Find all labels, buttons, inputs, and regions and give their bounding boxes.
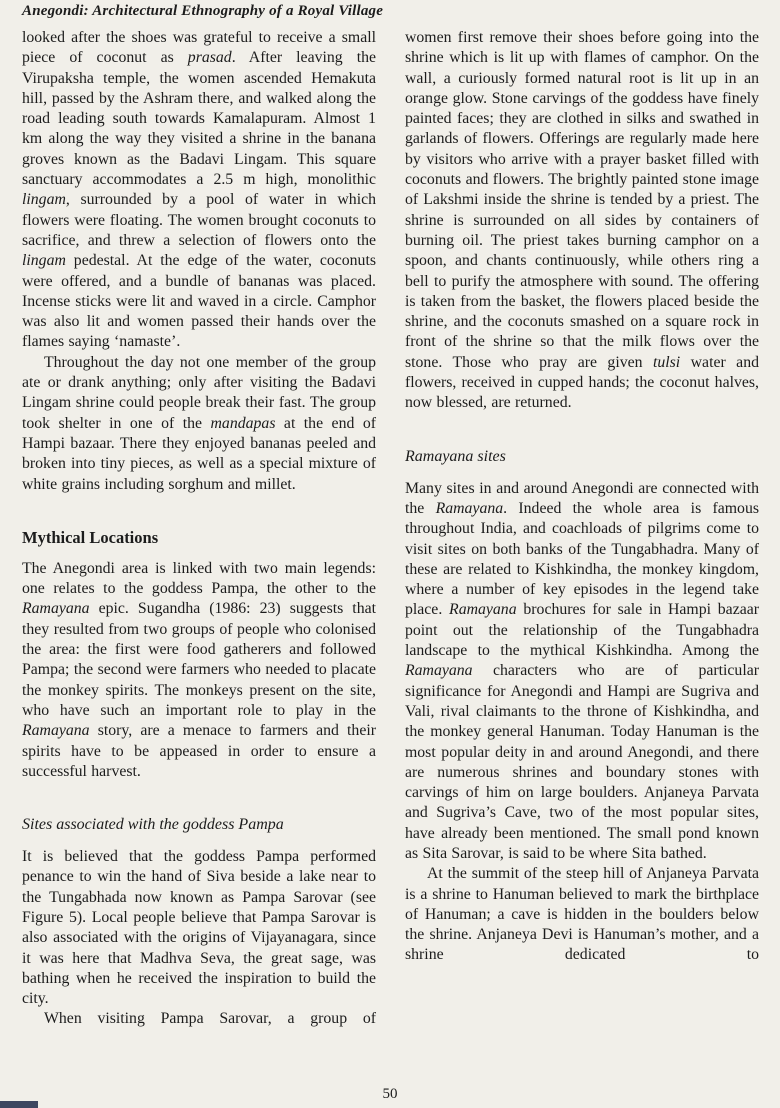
text-run: . After leaving the Virupaksha temple, the women ascended Hemakuta hill, passed by the Ashram there, and walked along the road leading south towards Kamalapuram. Almost 1 km along the way they visited a shrine in the banana groves known as the Badavi Lingam. This square sanctuary accommodates a 2.5 m high, monolithic (22, 49, 376, 189)
text-run: . Indeed the whole area is famous throughout India, and coachloads of pilgrims come to visit sites on both banks of the Tungabhadra. Many of these are related to Kishkindha, the monkey kingdom, where a number of key episodes in the legend take place. (405, 499, 760, 619)
text-run: At the summit of the steep hill of Anjaneya Parvata is a shrine to Hanuman believed to mark the birthplace of Hanuman; a cave is hidden in the boulders below the shrine. Anjaneya Devi is Hanuman’s mother, and a shrine dedicated to (405, 865, 759, 964)
italic-term: tulsi (652, 353, 681, 371)
text-columns (22, 28, 760, 1030)
text-run: pedestal. At the edge of the water, coconuts were offered, and a bundle of bananas was placed. Incense sticks were lit and waved in a circle. Camphor was also lit and women passed their hands over the flames saying ‘namaste’. (22, 252, 376, 351)
italic-term: lingam (22, 191, 66, 209)
text-run: The Anegondi area is linked with two main legends: one relates to the goddess Pampa, the other to the (22, 559, 376, 598)
text-run: Throughout the day not one member of the group ate or drank anything; only after visiting the Badavi Lingam shrine could people break their fast. The group took shelter in one of the (22, 353, 376, 432)
section-heading: Mythical Locations (22, 527, 159, 547)
italic-term: prasad (187, 49, 232, 67)
scan-edge-artifact (0, 1101, 38, 1108)
text-run: women first remove their shoes before going into the shrine which is lit up with flames of camphor. On the wall, a curiously formed natural root is lit up in an orange glow. Stone carvings of the goddess have finely painted faces; they are clothed in silks and swathed in garlands of flowers. Offerings are regularly made here by visitors who arrive with a prayer basket filled with coconuts and flowers. The brightly painted stone image of Lakshmi inside the shrine is tended by a priest. The shrine is surrounded on all sides by containers of burning oil. The priest takes burning camphor on a spoon, and chants continuously, while others ring a bell to purify the atmosphere with sound. The offering is taken from the basket, the flowers placed beside the shrine, and the coconuts smashed on a square rock in front of the shrine so that the milk flows over the stone. Those who pray are given (405, 29, 759, 371)
text-run: brochures for sale in Hampi bazaar point out the relationship of the Tungabhadra landscape to the mythical Kishkindha. Among the (405, 601, 759, 660)
right-column (405, 28, 759, 1030)
italic-term: Ramayana (22, 600, 90, 618)
text-run: Many sites in and around Anegondi are connected with the (405, 479, 759, 517)
paragraph (22, 559, 376, 782)
subsection-heading: Sites associated with the goddess Pampa (22, 816, 284, 834)
text-run: at the end of Hampi bazaar. There they enjoyed bananas peeled and broken into tiny pieces, as well as a special mixture of white grains including sorghum and millet. (22, 414, 376, 493)
text-run: looked after the shoes was grateful to receive a small piece of coconut as (22, 29, 376, 67)
text-run: When visiting Pampa Sarovar, a group of (44, 1010, 376, 1028)
italic-term: Ramayana (435, 499, 504, 517)
italic-term: Ramayana (449, 601, 517, 619)
text-run: It is believed that the goddess Pampa performed penance to win the hand of Siva beside a lake near to the Tungabhada now known as Pampa Sarovar (see Figure 5). Local people believe that Pampa Sarovar is also associated with the origins of Vijayanagara, since it was here that Madhva Seva, the great sage, was bathing when he received the inspiration to build the city. (22, 848, 376, 1008)
running-header: Anegondi: Architectural Ethnography of a Royal Village (22, 3, 384, 19)
paragraph (405, 28, 759, 414)
paragraph (405, 479, 759, 865)
paragraph (22, 353, 376, 495)
italic-term: Ramayana (22, 722, 90, 740)
paragraph (22, 1009, 376, 1029)
left-column (22, 28, 376, 1030)
text-run: epic. Sugandha (1986: 23) suggests that they resulted from two groups of people who colonised the area: the first were food gatherers and followed Pampa; the second were farmers who needed to placate the monkey spirits. The monkeys present on the site, who have such an important role to play in the (22, 600, 376, 719)
italic-term: lingam (22, 252, 66, 270)
text-run: characters who are of particular significance for Anegondi and Hampi are Sugriva and Vali, rival claimants to the throne of Kishkindha, and the monkey general Hanuman. Today Hanuman is the most popular deity in and around Anegondi, and there are numerous shrines and boundary stones with carvings of him on large boulders. Anjaneya Parvata and Sugriva’s Cave, two of the most popular sites, have already been mentioned. The small pond known as Sita Sarovar, is said to be where Sita bathed. (405, 662, 759, 862)
paragraph (22, 28, 376, 353)
paragraph (405, 864, 759, 965)
page-number: 50 (382, 1086, 398, 1102)
text-run: story, are a menace to farmers and their spirits have to be appeased in order to ensure a successful harvest. (22, 722, 376, 780)
subsection-heading: Ramayana sites (405, 447, 506, 465)
paragraph (22, 847, 376, 1009)
text-run: water and flowers, received in cupped hands; the coconut halves, now blessed, are returned. (405, 353, 759, 412)
italic-term: Ramayana (405, 662, 473, 680)
italic-term: mandapas (210, 414, 276, 432)
text-run: , surrounded by a pool of water in which flowers were floating. The women brought coconuts to sacrifice, and threw a selection of flowers onto the (22, 191, 376, 249)
